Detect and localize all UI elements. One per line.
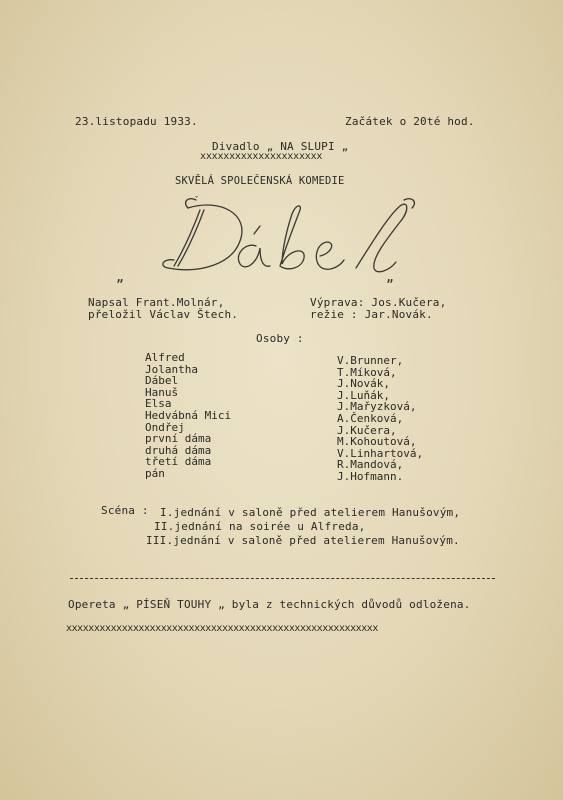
actor-name: J.Novák, <box>337 377 390 391</box>
scene-act-1: I.jednání v saloně před atelierem Hanušovým, <box>160 506 461 519</box>
role-name: Hanuš <box>145 385 179 399</box>
actor-name: V.Brunner, <box>337 354 404 367</box>
role-name: Elsa <box>145 397 172 411</box>
design-credit: Výprava: Jos.Kučera, <box>310 296 447 309</box>
theatre-name: Divadlo „ NA SLUPI „ <box>212 140 349 153</box>
start-time: Začátek o 20té hod. <box>345 115 475 128</box>
actor-name: J.Luňák, <box>337 388 390 402</box>
actor-name: J.Mařyzková, <box>337 400 417 414</box>
actor-name: M.Kohoutová, <box>337 435 417 449</box>
actor-name: V.Linhartová, <box>337 446 424 460</box>
title-quote-left: „ <box>116 270 125 285</box>
scene-act-3: III.jednání v saloně před atelierem Hanušovým. <box>146 534 460 547</box>
scene-act-2: II.jednání na soirée u Alfreda, <box>154 520 366 533</box>
cast-heading: Osoby : <box>256 332 304 345</box>
author-credit: Napsal Frant.Molnár, <box>88 296 225 309</box>
role-name: Hedvábná Mici <box>145 408 232 422</box>
genre-heading: SKVĚLÁ SPOLEČENSKÁ KOMEDIE <box>175 175 345 187</box>
divider-line <box>70 578 495 579</box>
direction-credit: režie : Jar.Novák. <box>310 308 433 321</box>
scene-label: Scéna : <box>101 504 149 517</box>
role-name: třetí dáma <box>145 455 212 469</box>
separator-line: xxxxxxxxxxxxxxxxxxxxx <box>200 151 323 162</box>
bottom-separator: xxxxxxxxxxxxxxxxxxxxxxxxxxxxxxxxxxxxxxxxxxxxxxxxxxxxxxxx <box>66 623 378 634</box>
postponement-notice: Opereta „ PÍSEŇ TOUHY „ byla z technických důvodů odložena. <box>68 598 471 611</box>
role-name: druhá dáma <box>145 443 212 457</box>
translator-credit: přeložil Václav Štech. <box>88 308 239 321</box>
actor-name: A.Čenková, <box>337 411 404 425</box>
role-name: první dáma <box>145 432 212 446</box>
role-name: Jolantha <box>145 362 198 376</box>
role-name: pán <box>145 466 165 480</box>
actor-name: T.Míková, <box>337 365 397 379</box>
role-name: Alfred <box>145 351 185 364</box>
actor-list <box>337 355 423 483</box>
actor-name: J.Kučera, <box>337 423 397 437</box>
svg-text:ˇ: ˇ <box>194 196 199 207</box>
role-list <box>145 352 231 480</box>
actor-name: R.Mandová, <box>337 458 404 472</box>
play-title-logo <box>160 196 440 282</box>
title-quote-right: „ <box>386 270 395 285</box>
actor-name: J.Hofmann. <box>337 469 404 483</box>
performance-date: 23.listopadu 1933. <box>75 115 198 128</box>
role-name: Ondřej <box>145 420 185 434</box>
role-name: Dábel <box>145 374 179 388</box>
